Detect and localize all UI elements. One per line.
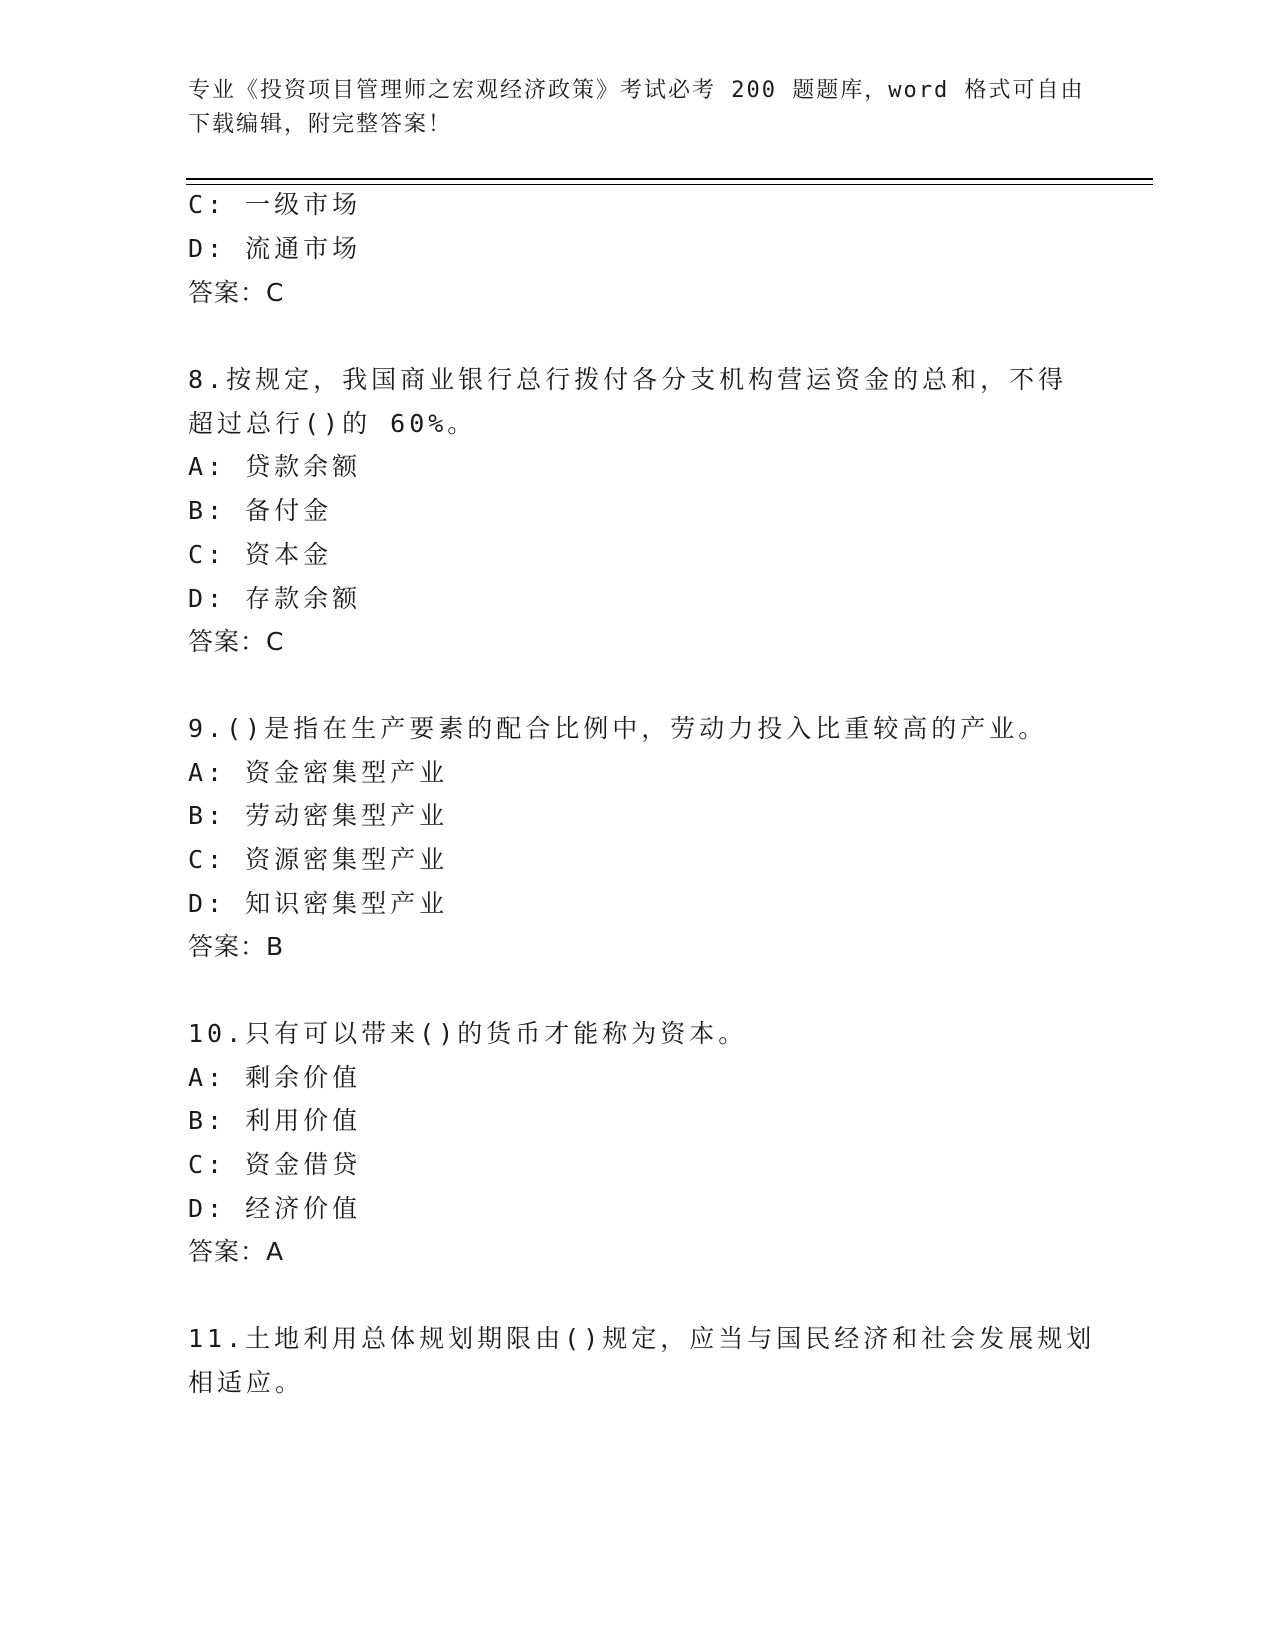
- q11-stem-line-1: 11.土地利用总体规划期限由()规定，应当与国民经济和社会发展规划: [188, 1324, 1096, 1353]
- q10-option-a: A: 剩余价值: [188, 1063, 362, 1092]
- q9-option-b: B: 劳动密集型产业: [188, 801, 449, 830]
- q8-option-b: B: 备付金: [188, 496, 333, 525]
- q9-answer: 答案：B: [188, 932, 285, 961]
- q10-option-d: D: 经济价值: [188, 1194, 362, 1223]
- q9-option-a: A: 资金密集型产业: [188, 758, 449, 787]
- header-line-2: 下载编辑，附完整答案！: [188, 112, 453, 137]
- prev-answer: 答案：C: [188, 278, 285, 307]
- page-header: [188, 74, 1088, 142]
- q10-option-b: B: 利用价值: [188, 1106, 362, 1135]
- header-line-1: 专业《投资项目管理师之宏观经济政策》考试必考 200 题题库，word 格式可自由: [188, 78, 1085, 103]
- prev-option-c: C: 一级市场: [188, 190, 362, 219]
- q8-option-c: C: 资本金: [188, 540, 333, 569]
- prev-option-d: D: 流通市场: [188, 234, 362, 263]
- q10-answer: 答案：A: [188, 1237, 285, 1266]
- q8-stem-line-1: 8.按规定，我国商业银行总行拨付各分支机构营运资金的总和，不得: [188, 365, 1068, 394]
- q11-stem-line-2: 相适应。: [188, 1368, 305, 1397]
- q8-answer: 答案：C: [188, 627, 285, 656]
- q8-option-d: D: 存款余额: [188, 584, 362, 613]
- q10-stem-line-1: 10.只有可以带来()的货币才能称为资本。: [188, 1019, 748, 1048]
- q9-stem-line-1: 9.()是指在生产要素的配合比例中，劳动力投入比重较高的产业。: [188, 714, 1048, 743]
- header-divider-thick: [186, 178, 1153, 180]
- q10-option-c: C: 资金借贷: [188, 1150, 362, 1179]
- q8-option-a: A: 贷款余额: [188, 452, 362, 481]
- q9-option-c: C: 资源密集型产业: [188, 845, 449, 874]
- header-divider-thin: [186, 184, 1153, 185]
- q8-stem-line-2: 超过总行()的 60%。: [188, 409, 477, 438]
- q9-option-d: D: 知识密集型产业: [188, 889, 449, 918]
